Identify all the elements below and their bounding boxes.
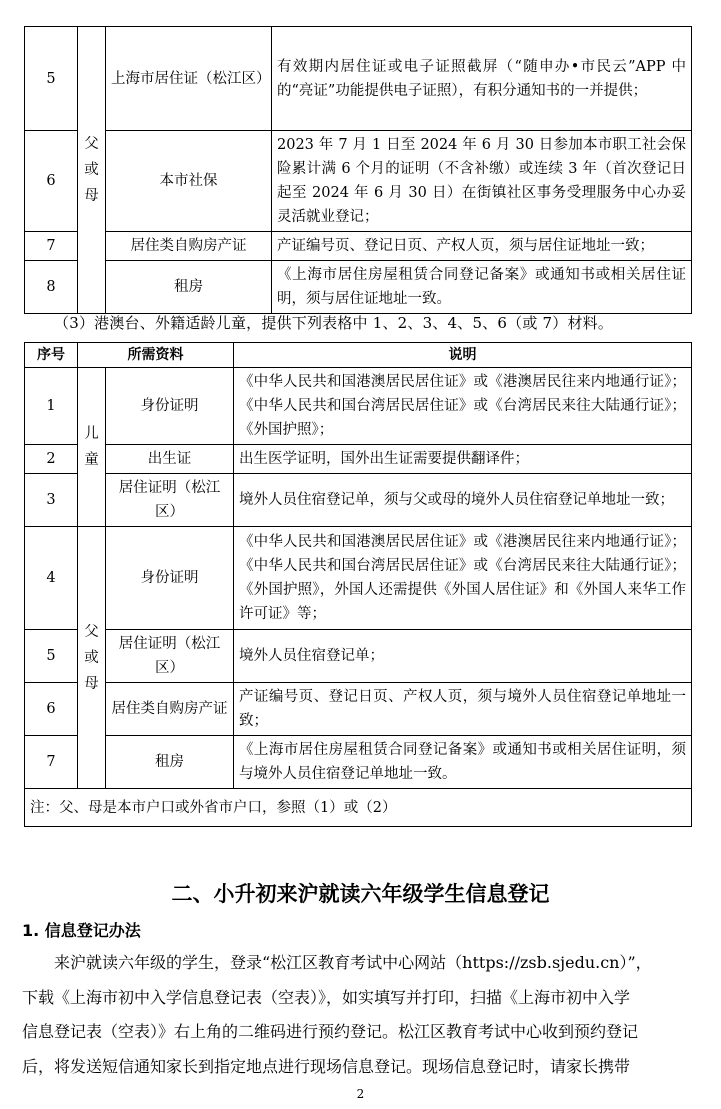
table-row (25, 736, 692, 789)
section-title: 二、小升初来沪就读六年级学生信息登记 (171, 882, 550, 906)
table-row (25, 368, 692, 445)
header-description: 说明 (234, 343, 692, 368)
material-description: 2023 年 7 月 1 日至 2024 年 6 月 30 日参加本市职工社会保险累计满 6 个月的证明（不含补缴）或连续 3 年（首次登记日起至 2024 年 6 月 30 日）在街镇社区事务受理服务中心办妥灵活就业登记； (272, 131, 692, 232)
table-note: 注：父、母是本市户口或外省市户口，参照（1）或（2） (25, 789, 692, 827)
table-note-row (25, 789, 692, 827)
header-material: 所需资料 (78, 343, 234, 368)
subsection-title: 1. 信息登记办法 (22, 921, 141, 940)
required-material: 本市社保 (106, 131, 272, 232)
required-material: 身份证明 (106, 527, 234, 630)
foreign-children-materials-table (24, 342, 692, 827)
material-description: 境外人员住宿登记单； (234, 630, 692, 683)
material-description: 产证编号页、登记日页、产权人页，须与境外人员住宿登记单地址一致； (234, 683, 692, 736)
table-row (25, 683, 692, 736)
group-label-parent: 父 或 母 (78, 527, 106, 789)
table-row (25, 232, 692, 261)
material-description: 有效期内居住证或电子证照截屏（“随申办•市民云”APP 中的“亮证”功能提供电子证照），有积分通知书的一并提供； (272, 27, 692, 131)
required-material: 租房 (106, 261, 272, 314)
table-row (25, 527, 692, 630)
paragraph-line: 下载《上海市初中入学信息登记表（空表）》，如实填写并打印，扫描《上海市初中入学 (22, 987, 631, 1007)
required-material: 居住类自购房产证 (106, 683, 234, 736)
paragraph-line: 后，将发送短信通知家长到指定地点进行现场信息登记。现场信息登记时，请家长携带 (22, 1056, 631, 1076)
row-number: 2 (25, 445, 78, 474)
row-number: 6 (25, 131, 78, 232)
required-material: 出生证 (106, 445, 234, 474)
material-description: 《上海市居住房屋租赁合同登记备案》或通知书或相关居住证明，须与居住证地址一致。 (272, 261, 692, 314)
section-3-intro: （3）港澳台、外籍适龄儿童，提供下列表格中 1、2、3、4、5、6（或 7）材料。 (54, 314, 614, 332)
group-label-child: 儿 童 (78, 368, 106, 527)
row-number: 5 (25, 27, 78, 131)
material-description: 《上海市居住房屋租赁合同登记备案》或通知书或相关居住证明，须与境外人员住宿登记单地址一致。 (234, 736, 692, 789)
row-number: 3 (25, 474, 78, 527)
table-row (25, 27, 692, 131)
paragraph-line: 来沪就读六年级的学生，登录“松江区教育考试中心网站（https://zsb.sjedu.cn）”， (22, 953, 652, 972)
table-row (25, 131, 692, 232)
table-row (25, 445, 692, 474)
required-material: 居住证明（松江区） (106, 474, 234, 527)
table-row (25, 261, 692, 314)
row-number: 5 (25, 630, 78, 683)
header-number: 序号 (25, 343, 78, 368)
row-number: 7 (25, 736, 78, 789)
row-number: 8 (25, 261, 78, 314)
required-material: 居住证明（松江区） (106, 630, 234, 683)
page-number: 2 (356, 1087, 365, 1101)
required-material: 上海市居住证（松江区） (106, 27, 272, 131)
material-description: 《中华人民共和国港澳居民居住证》或《港澳居民往来内地通行证》；《中华人民共和国台湾居民居住证》或《台湾居民来往大陆通行证》；《外国护照》，外国人还需提供《外国人居住证》和《外国人来华工作许可证》等； (234, 527, 692, 630)
table-row (25, 630, 692, 683)
required-material: 身份证明 (106, 368, 234, 445)
row-number: 7 (25, 232, 78, 261)
row-number: 4 (25, 527, 78, 630)
row-number: 1 (25, 368, 78, 445)
material-description: 产证编号页、登记日页、产权人页，须与居住证地址一致； (272, 232, 692, 261)
required-material: 居住类自购房产证 (106, 232, 272, 261)
material-description: 出生医学证明，国外出生证需要提供翻译件； (234, 445, 692, 474)
table-row (25, 474, 692, 527)
table-header-row (25, 343, 692, 368)
body-paragraph (22, 946, 692, 1084)
material-description: 《中华人民共和国港澳居民居住证》或《港澳居民往来内地通行证》；《中华人民共和国台湾居民居住证》或《台湾居民来往大陆通行证》；《外国护照》； (234, 368, 692, 445)
parent-materials-table-continued (24, 26, 692, 314)
group-label-parent: 父 或 母 (78, 27, 106, 314)
required-material: 租房 (106, 736, 234, 789)
row-number: 6 (25, 683, 78, 736)
paragraph-line: 信息登记表（空表）》右上角的二维码进行预约登记。松江区教育考试中心收到预约登记 (22, 1022, 639, 1041)
material-description: 境外人员住宿登记单，须与父或母的境外人员住宿登记单地址一致； (234, 474, 692, 527)
